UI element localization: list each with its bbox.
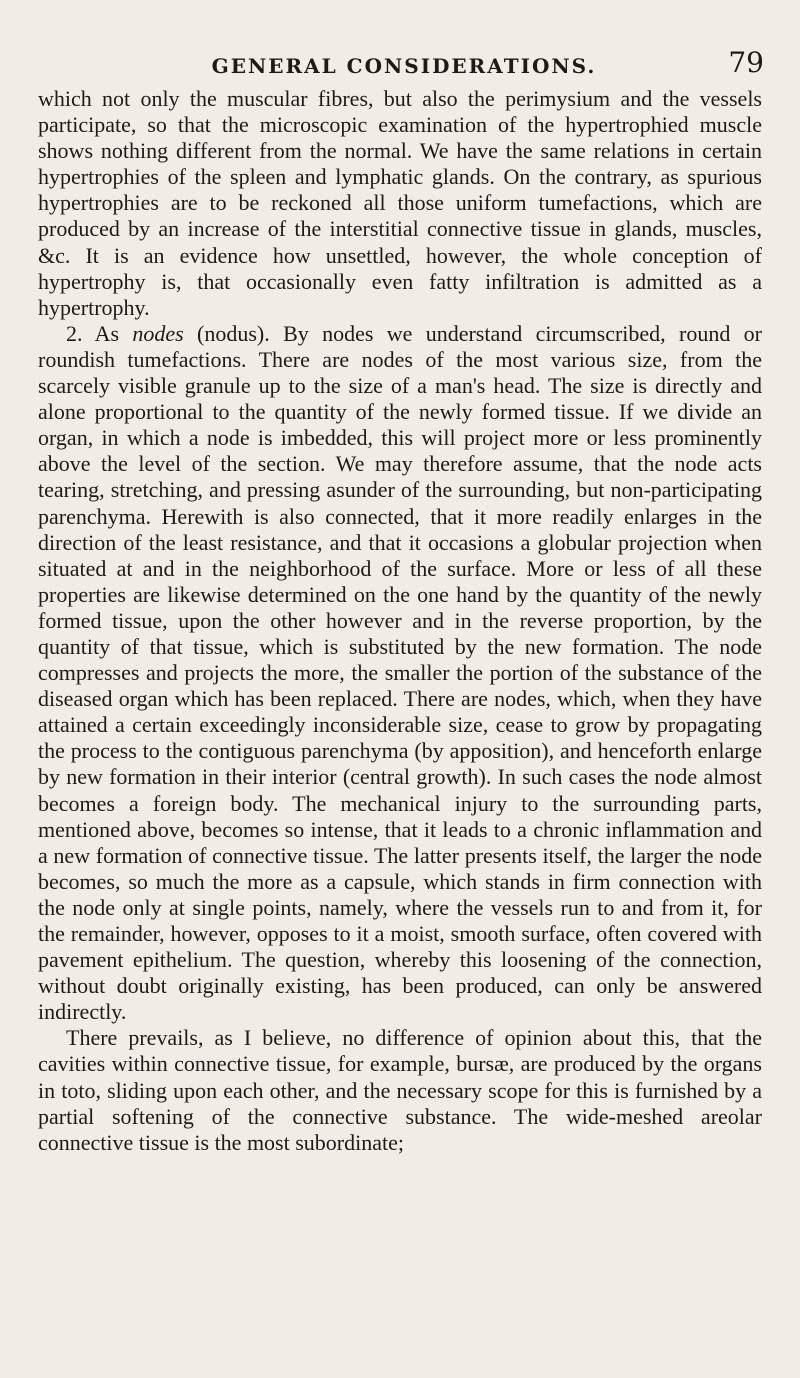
paragraph-2-term: nodes [132, 320, 184, 346]
page-number: 79 [728, 46, 764, 79]
paragraph-1-text: which not only the muscular fibres, but also the perimysium and the vessels participate, so that the microscopic examination of the hypertrophied muscle shows nothing different from the normal. We have the same relations in certain hypertrophies of the spleen and lymphatic glands. On the contrary, as spurious hypertrophies are to be reckoned all those uniform tumefactions, which are produced by an increase of the interstitial connective tissue in glands, muscles, &c. It is an evidence how unsettled, however, the whole conception of hypertrophy is, that occasionally even fatty infiltration is admitted as a hypertrophy. [38, 86, 762, 320]
chapter-title: GENERAL CONSIDERATIONS. [211, 54, 597, 78]
body-text [38, 86, 762, 1156]
running-head [38, 46, 770, 86]
paragraph-1 [38, 86, 762, 321]
paragraph-2 [38, 321, 762, 1026]
paragraph-2-number: 2. As [66, 320, 120, 346]
paragraph-3-text: There prevails, as I believe, no difference of opinion about this, that the cavities within connective tissue, for example, bursæ, are produced by the organs in toto, sliding upon each other, and the necessary scope for this is furnished by a partial softening of the connective substance. The wide-meshed areolar connective tissue is the most subordinate; [38, 1025, 762, 1155]
paragraph-3 [38, 1025, 762, 1155]
paragraph-2-text: (nodus). By nodes we understand circumscribed, round or roundish tumefactions. There are nodes of the most various size, from the scarcely visible granule up to the size of a man's head. The size is directly and alone proportional to the quantity of the newly formed tissue. If we divide an organ, in which a node is imbedded, this will project more or less prominently above the level of the section. We may therefore assume, that the node acts tearing, stretching, and pressing asunder of the surrounding, but non-participating parenchyma. Herewith is also connected, that it more readily enlarges in the direction of the least resistance, and that it occasions a globular projection when situated at and in the neighborhood of the surface. More or less of all these properties are likewise determined on the one hand by the quantity of the newly formed tissue, upon the other however and in the reverse proportion, by the quantity of that tissue, which is substituted by the new formation. The node compresses and projects the more, the smaller the portion of the substance of the diseased organ which has been replaced. There are nodes, which, when they have attained a certain exceedingly inconsiderable size, cease to grow by propagating the process to the contiguous parenchyma (by apposition), and henceforth enlarge by new formation in their interior (central growth). In such cases the node almost becomes a foreign body. The mechanical injury to the surrounding parts, mentioned above, becomes so intense, that it leads to a chronic inflammation and a new formation of connective tissue. The latter presents itself, the larger the node becomes, so much the more as a capsule, which stands in firm connection with the node only at single points, namely, where the vessels run to and from it, for the remainder, however, opposes to it a moist, smooth surface, often covered with pavement epithelium. The question, whereby this loosening of the connection, without doubt originally existing, has been produced, can only be answered indirectly. [38, 320, 762, 1025]
